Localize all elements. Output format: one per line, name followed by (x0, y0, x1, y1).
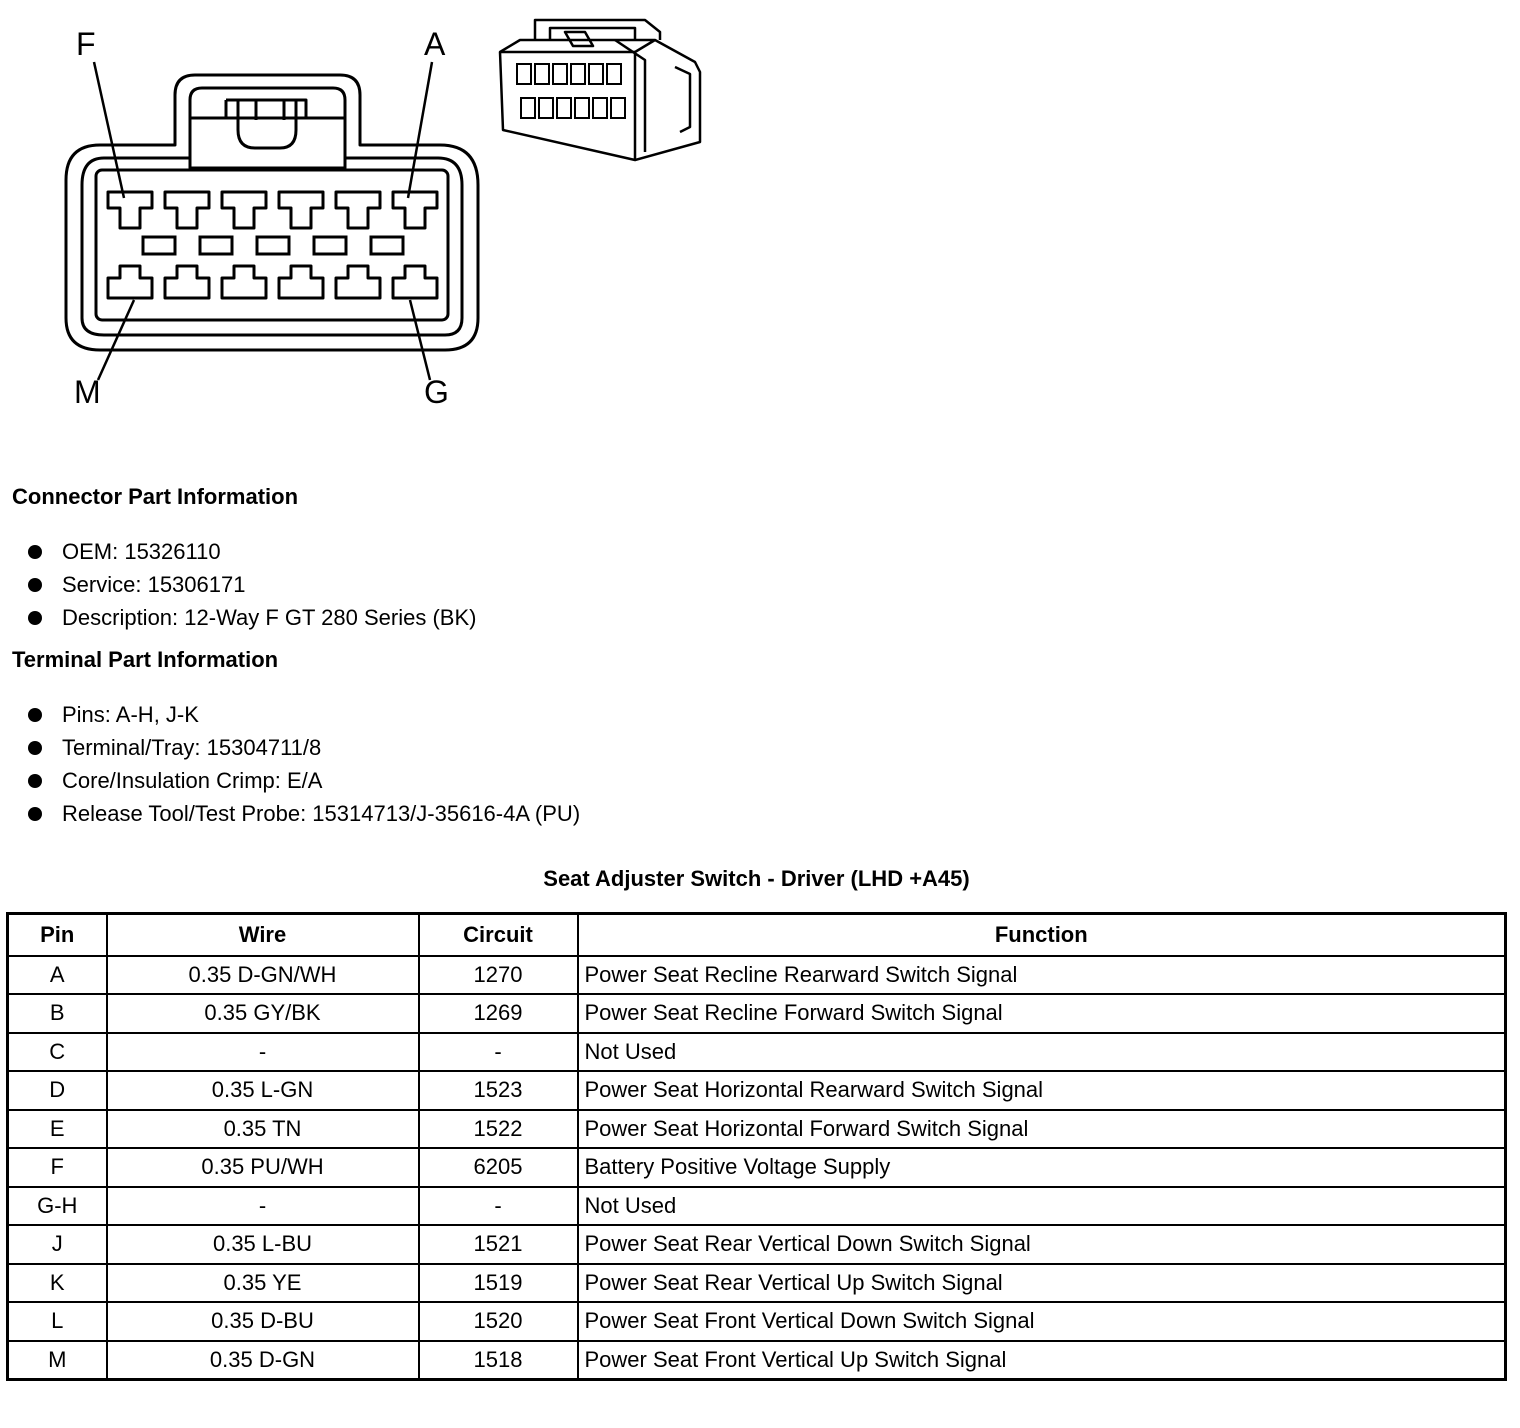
circuit-cell: 1521 (419, 1225, 578, 1264)
table-row (8, 1264, 1506, 1303)
wire-cell: 0.35 D-GN/WH (107, 956, 419, 995)
table-row (8, 1110, 1506, 1149)
circuit-cell: 1520 (419, 1302, 578, 1341)
wire-cell: 0.35 L-GN (107, 1071, 419, 1110)
bullet-icon (28, 611, 42, 625)
bullet-icon (28, 807, 42, 821)
function-cell: Not Used (578, 1033, 1506, 1072)
circuit-cell: 1270 (419, 956, 578, 995)
table-row (8, 1225, 1506, 1264)
pin-cell: L (8, 1302, 107, 1341)
circuit-cell: 1269 (419, 994, 578, 1033)
pin-cell: C (8, 1033, 107, 1072)
function-cell: Power Seat Horizontal Rearward Switch Signal (578, 1071, 1506, 1110)
function-cell: Power Seat Recline Rearward Switch Signal (578, 956, 1506, 995)
function-cell: Power Seat Front Vertical Up Switch Signal (578, 1341, 1506, 1380)
iso-terminal-cell (517, 64, 531, 84)
pin-cell: M (8, 1341, 107, 1380)
callout-pin-a: A (424, 26, 446, 62)
iso-terminal-cell (589, 64, 603, 84)
callout-pin-g: G (424, 374, 449, 410)
circuit-cell: 1522 (419, 1110, 578, 1149)
pin-cell: D (8, 1071, 107, 1110)
wire-cell: - (107, 1033, 419, 1072)
polarization-slot (314, 237, 346, 254)
table-row (8, 1071, 1506, 1110)
wire-cell: 0.35 PU/WH (107, 1148, 419, 1187)
wire-cell: 0.35 D-GN (107, 1341, 419, 1380)
circuit-cell: - (419, 1187, 578, 1226)
table-title: Seat Adjuster Switch - Driver (LHD +A45) (543, 866, 970, 891)
iso-terminal-cell (539, 98, 553, 118)
table-row (8, 1341, 1506, 1380)
iso-terminal-cell (553, 64, 567, 84)
terminal-cavity-bottom (108, 266, 152, 298)
pin-cell: G-H (8, 1187, 107, 1226)
table-row (8, 994, 1506, 1033)
table-row (8, 1302, 1506, 1341)
connector-isometric-view (495, 12, 705, 162)
terminal-cavity-top (222, 192, 266, 228)
table-row (8, 956, 1506, 995)
list-item (28, 797, 580, 830)
circuit-cell: 6205 (419, 1148, 578, 1187)
terminal-release-tool: Release Tool/Test Probe: 15314713/J-35616-4A (PU) (62, 801, 581, 826)
function-cell: Power Seat Recline Forward Switch Signal (578, 994, 1506, 1033)
pin-cell: E (8, 1110, 107, 1149)
wire-cell: - (107, 1187, 419, 1226)
header-wire: Wire (107, 914, 419, 956)
terminal-cavity-top (108, 192, 152, 228)
bullet-icon (28, 545, 42, 559)
circuit-cell: 1518 (419, 1341, 578, 1380)
bullet-icon (28, 578, 42, 592)
bullet-icon (28, 741, 42, 755)
circuit-cell: 1519 (419, 1264, 578, 1303)
list-item (28, 568, 476, 601)
iso-terminal-cell (521, 98, 535, 118)
function-cell: Battery Positive Voltage Supply (578, 1148, 1506, 1187)
table-header-row (8, 914, 1506, 956)
list-item (28, 535, 476, 568)
function-cell: Power Seat Rear Vertical Up Switch Signal (578, 1264, 1506, 1303)
terminal-pins: Pins: A-H, J-K (62, 702, 199, 727)
terminal-cavity-top (393, 192, 437, 228)
terminal-info-list (28, 698, 580, 830)
callout-pin-f: F (76, 26, 96, 62)
wire-cell: 0.35 YE (107, 1264, 419, 1303)
terminal-cavity-bottom (336, 266, 380, 298)
circuit-cell: - (419, 1033, 578, 1072)
connector-face-diagram (0, 0, 490, 420)
function-cell: Power Seat Rear Vertical Down Switch Signal (578, 1225, 1506, 1264)
table-row (8, 1033, 1506, 1072)
terminal-cavity-bottom (222, 266, 266, 298)
circuit-cell: 1523 (419, 1071, 578, 1110)
iso-terminal-cell (557, 98, 571, 118)
callout-pin-m: M (74, 374, 101, 410)
pin-cell: B (8, 994, 107, 1033)
terminal-cavity-top (279, 192, 323, 228)
iso-terminal-cell (611, 98, 625, 118)
list-item (28, 731, 580, 764)
wire-cell: 0.35 GY/BK (107, 994, 419, 1033)
bullet-icon (28, 708, 42, 722)
terminal-cavity-top (336, 192, 380, 228)
polarization-slot (200, 237, 232, 254)
pin-cell: A (8, 956, 107, 995)
header-pin: Pin (8, 914, 107, 956)
connector-info-list (28, 535, 476, 634)
terminal-tray: Terminal/Tray: 15304711/8 (62, 735, 322, 760)
connector-oem: OEM: 15326110 (62, 539, 221, 564)
header-circuit: Circuit (419, 914, 578, 956)
terminal-info-heading: Terminal Part Information (12, 647, 279, 672)
iso-terminal-cell (535, 64, 549, 84)
connector-service: Service: 15306171 (62, 572, 246, 597)
list-item (28, 764, 580, 797)
polarization-slot (257, 237, 289, 254)
header-function: Function (578, 914, 1506, 956)
connector-description: Description: 12-Way F GT 280 Series (BK) (62, 605, 477, 630)
iso-terminal-cell (607, 64, 621, 84)
terminal-cavity-top (165, 192, 209, 228)
connector-info-heading: Connector Part Information (12, 484, 299, 509)
wire-cell: 0.35 TN (107, 1110, 419, 1149)
wire-cell: 0.35 D-BU (107, 1302, 419, 1341)
polarization-slot (143, 237, 175, 254)
function-cell: Not Used (578, 1187, 1506, 1226)
pin-cell: J (8, 1225, 107, 1264)
pinout-table (6, 912, 1507, 1381)
terminal-crimp: Core/Insulation Crimp: E/A (62, 768, 323, 793)
iso-terminal-cell (593, 98, 607, 118)
pin-cell: K (8, 1264, 107, 1303)
list-item (28, 601, 476, 634)
wire-cell: 0.35 L-BU (107, 1225, 419, 1264)
polarization-slot (371, 237, 403, 254)
function-cell: Power Seat Front Vertical Down Switch Signal (578, 1302, 1506, 1341)
table-row (8, 1148, 1506, 1187)
terminal-cavity-bottom (279, 266, 323, 298)
iso-terminal-cell (575, 98, 589, 118)
pin-cell: F (8, 1148, 107, 1187)
terminal-cavity-bottom (393, 266, 437, 298)
function-cell: Power Seat Horizontal Forward Switch Signal (578, 1110, 1506, 1149)
table-row (8, 1187, 1506, 1226)
iso-terminal-cell (571, 64, 585, 84)
bullet-icon (28, 774, 42, 788)
list-item (28, 698, 580, 731)
terminal-cavity-bottom (165, 266, 209, 298)
